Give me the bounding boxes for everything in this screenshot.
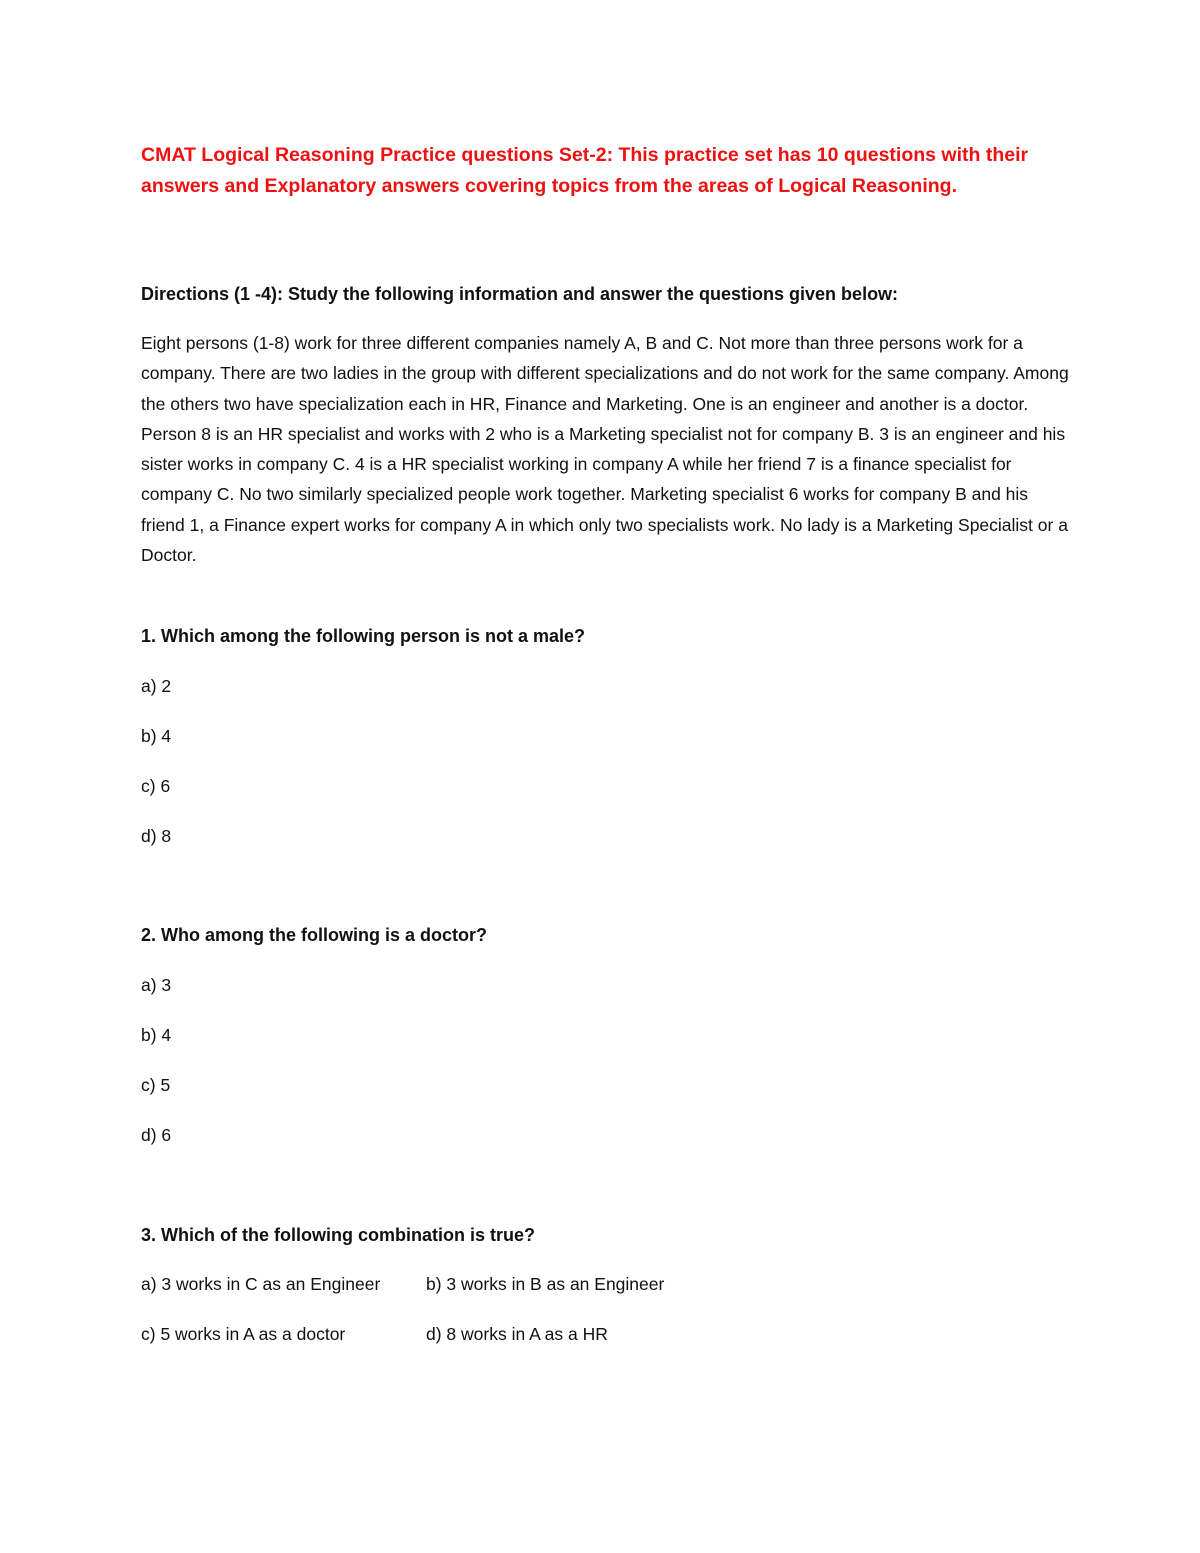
question-1-option-d: d) 8 bbox=[141, 826, 172, 846]
question-1-option-b: b) 4 bbox=[141, 726, 172, 746]
question-3-option-a: a) 3 works in C as an Engineer bbox=[141, 1274, 381, 1294]
question-2: 2. Who among the following is a doctor? bbox=[141, 925, 487, 945]
question-2-option-a: a) 3 bbox=[141, 975, 172, 995]
question-2-option-c: c) 5 bbox=[141, 1075, 171, 1095]
document-title: CMAT Logical Reasoning Practice questions Set-2: This practice set has 10 questions with their answers and Explanatory answers covering topics from the areas of Logical Reasoning. bbox=[141, 144, 1029, 197]
question-3-option-b: b) 3 works in B as an Engineer bbox=[426, 1274, 665, 1294]
question-1: 1. Which among the following person is not a male? bbox=[141, 626, 586, 646]
question-1-option-c: c) 6 bbox=[141, 776, 171, 796]
passage-paragraph: Eight persons (1-8) work for three different companies namely A, B and C. Not more than three persons work for a company. There are two ladies in the group with different specializations and do not work for the same company. Among the others two have specialization each in HR, Finance and Marketing. One is an engineer and another is a doctor. Person 8 is an HR specialist and works with 2 who is a Marketing specialist not for company B. 3 is an engineer and his sister works in company C. 4 is a HR specialist working in company A while her friend 7 is a finance specialist for company C. No two similarly specialized people work together. Marketing specialist 6 works for company B and his friend 1, a Finance expert works for company A in which only two specialists work. No lady is a Marketing Specialist or a Doctor. bbox=[141, 333, 1069, 566]
question-2-option-b: b) 4 bbox=[141, 1025, 172, 1045]
question-3: 3. Which of the following combination is true? bbox=[141, 1225, 535, 1245]
question-3-option-c: c) 5 works in A as a doctor bbox=[141, 1324, 346, 1344]
question-1-option-a: a) 2 bbox=[141, 676, 172, 696]
directions-heading: Directions (1 -4): Study the following information and answer the questions given below: bbox=[141, 284, 899, 304]
question-2-option-d: d) 6 bbox=[141, 1125, 172, 1145]
question-3-option-d: d) 8 works in A as a HR bbox=[426, 1324, 608, 1344]
